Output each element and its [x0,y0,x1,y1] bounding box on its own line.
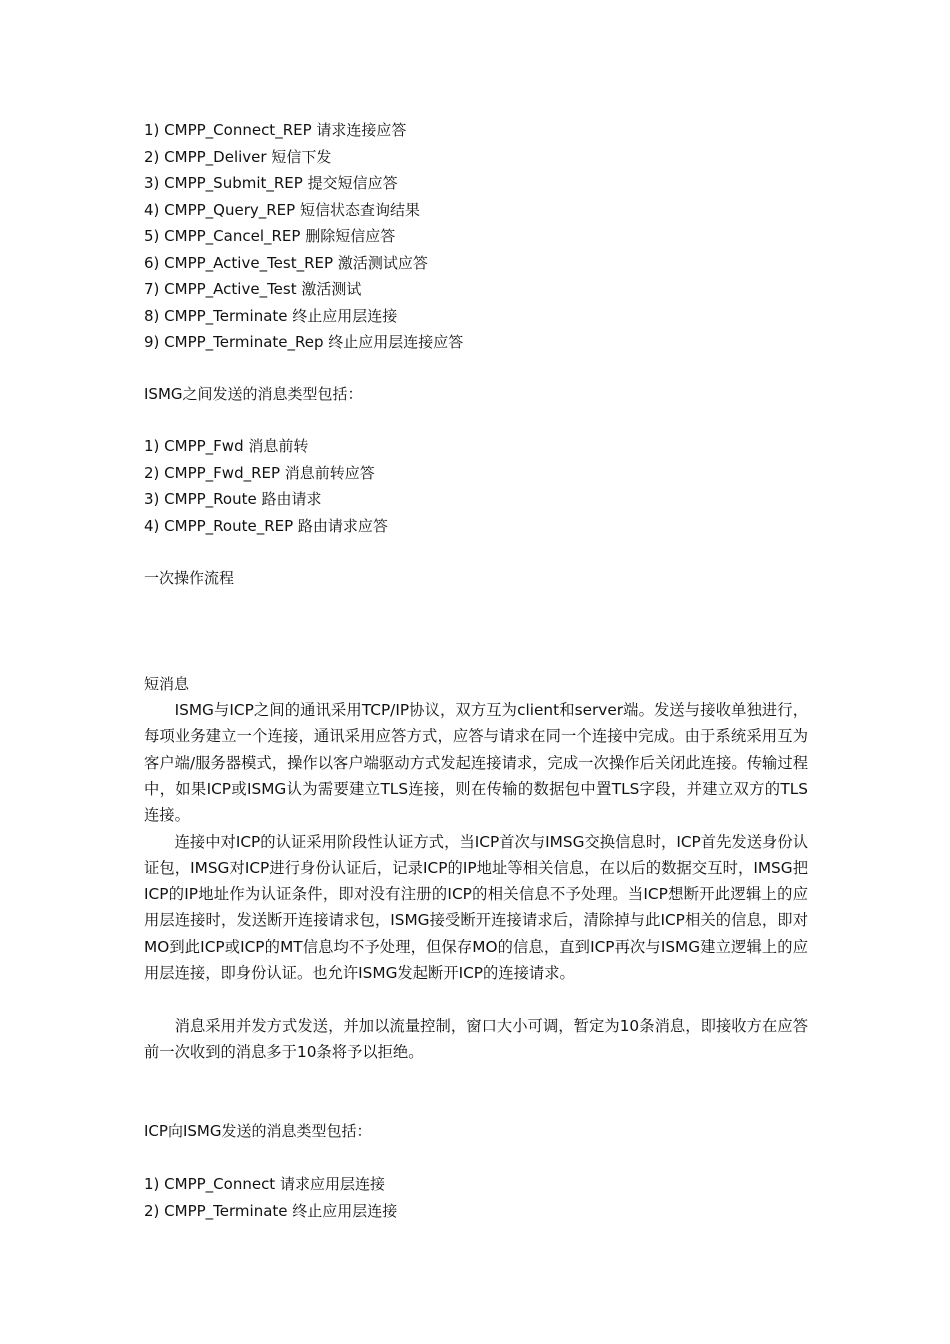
section-heading-icp: ICP向ISMG发送的消息类型包括： [144,1122,372,1140]
body-paragraph: ISMG与ICP之间的通讯采用TCP/IP协议，双方互为client和server端。发送与接收单独进行，每项业务建立一个连接，通讯采用应答方式，应答与请求在同一个连接中完成。由于系统采用互为客户端/服务器模式，操作以客户端驱动方式发起连接请求，完成一次操作后关闭此连接。传输过程中，如果ICP或ISMG认为需要建立TLS连接，则在传输的数据包中置TLS字段，并建立双方的TLS连接。 [144,701,808,825]
list-item: 4) CMPP_Query_REP 短信状态查询结果 [144,200,420,219]
section-heading-flow: 一次操作流程 [144,569,235,587]
list-item: 9) CMPP_Terminate_Rep 终止应用层连接应答 [144,333,464,351]
list-item: 5) CMPP_Cancel_REP 删除短信应答 [144,227,396,245]
list-item: 1) CMPP_Connect 请求应用层连接 [144,1175,385,1193]
list-item: 4) CMPP_Route_REP 路由请求应答 [144,516,388,535]
list-item: 8) CMPP_Terminate 终止应用层连接 [144,306,398,325]
list-item: 3) CMPP_Route 路由请求 [144,490,322,508]
list-item: 1) CMPP_Fwd 消息前转 [144,437,309,455]
section-heading-sms: 短消息 [144,675,190,693]
list-item: 1) CMPP_Connect_REP 请求连接应答 [144,121,407,139]
list-item: 2) CMPP_Terminate 终止应用层连接 [144,1201,398,1220]
list-item: 2) CMPP_Deliver 短信下发 [144,147,332,166]
body-paragraph: 消息采用并发方式发送，并加以流量控制，窗口大小可调，暂定为10条消息，即接收方在应答前一次收到的消息多于10条将予以拒绝。 [144,1016,808,1061]
section-heading-ismg: ISMG之间发送的消息类型包括： [144,385,363,403]
list-item: 3) CMPP_Submit_REP 提交短信应答 [144,174,398,192]
list-item: 2) CMPP_Fwd_REP 消息前转应答 [144,463,375,482]
body-paragraph: 连接中对ICP的认证采用阶段性认证方式，当ICP首次与IMSG交换信息时，ICP首先发送身份认证包，IMSG对ICP进行身份认证后，记录ICP的IP地址等相关信息，在以后的数据交互时，IMSG把ICP的IP地址作为认证条件，即对没有注册的ICP的相关信息不予处理。当ICP想断开此逻辑上的应用层连接时，发送断开连接请求包，ISMG接受断开连接请求后，清除掉与此ICP相关的信息，即对MO到此ICP或ICP的MT信息均不予处理，但保存MO的信息，直到ICP再次与ISMG建立逻辑上的应用层连接，即身份认证。也允许ISMG发起断开ICP的连接请求。 [144,832,808,982]
list-item: 6) CMPP_Active_Test_REP 激活测试应答 [144,253,428,272]
list-item: 7) CMPP_Active_Test 激活测试 [144,280,362,298]
